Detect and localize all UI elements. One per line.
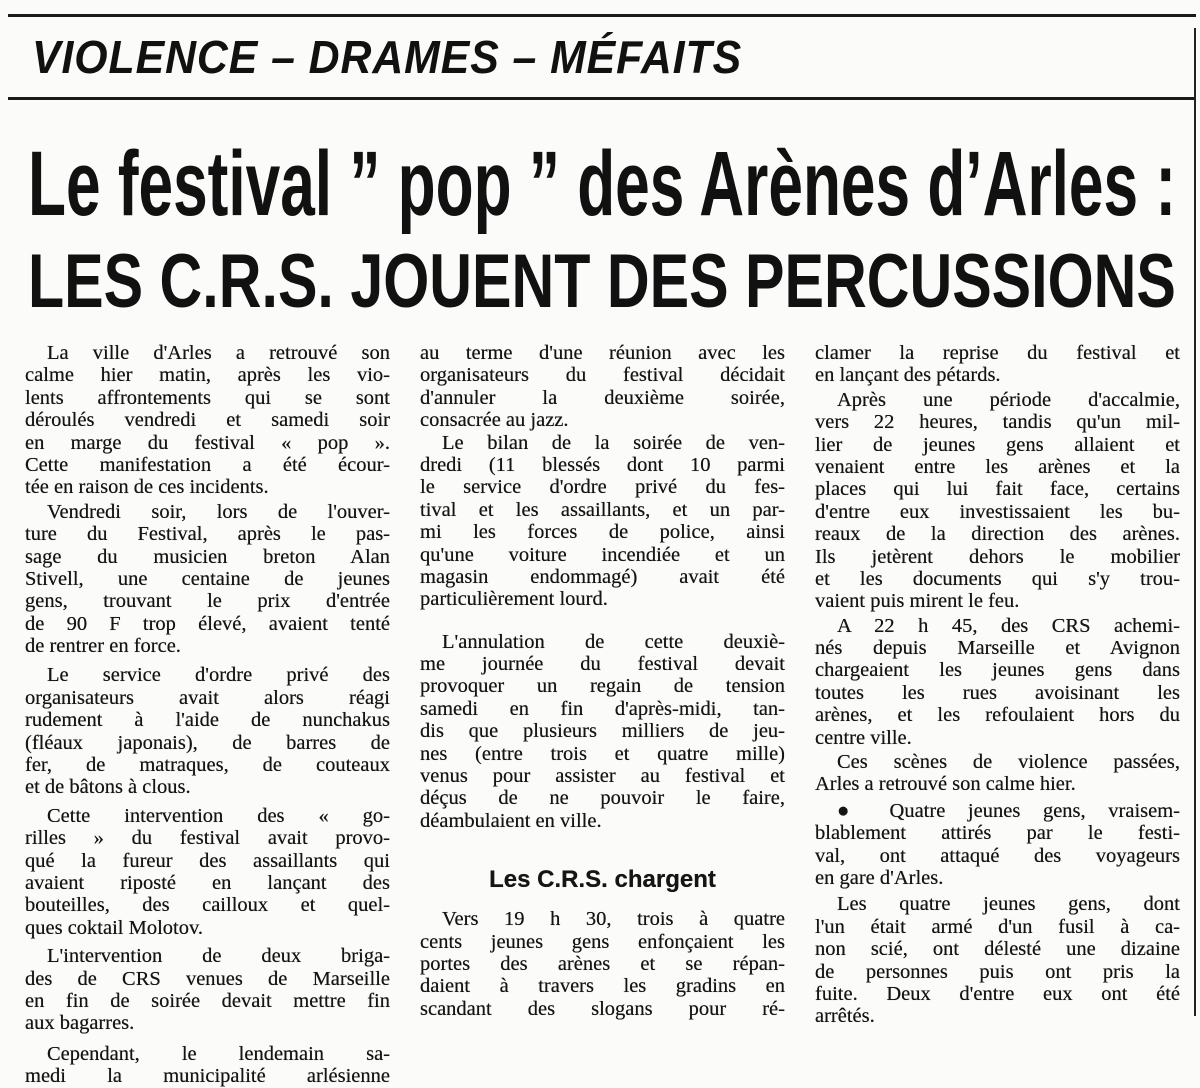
text-line: Stivell, une centaine de jeunes — [25, 567, 390, 590]
text-line: mi les forces de police, ainsi — [420, 521, 785, 544]
text-line: Vendredi soir, lors de l'ouver- — [47, 500, 390, 523]
text-line: en gare d'Arles. — [815, 866, 944, 889]
text-line: Les quatre jeunes gens, dont — [837, 893, 1180, 916]
text-line: qué la fureur des assaillants qui — [25, 849, 390, 872]
text-line: Arles a retrouvé son calme hier. — [815, 773, 1076, 796]
text-line: val, ont attaqué des voyageurs — [815, 844, 1180, 867]
text-line: nés depuis Marseille et Avignon — [815, 637, 1180, 660]
headline-title: Le festival ” pop ” des Arènes d’Arles : — [28, 133, 1177, 235]
text-line: tival et les assaillants, et un par- — [420, 498, 785, 521]
text-line: venaient entre les arènes et la — [815, 455, 1180, 478]
text-line: avaient riposté en lançant des — [25, 871, 390, 894]
text-line: déroulés vendredi et samedi soir — [25, 409, 390, 432]
text-line: vers 22 heures, tandis qu'un mil- — [815, 411, 1180, 434]
text-line: bouteilles, des cailloux et quel- — [25, 894, 390, 917]
paragraph — [815, 893, 1180, 1027]
text-line: calme hier matin, après les vio- — [25, 364, 390, 387]
text-line: de rentrer en force. — [25, 635, 181, 658]
paragraph — [25, 945, 390, 1035]
paragraph — [25, 342, 390, 499]
text-line: La ville d'Arles a retrouvé son — [47, 342, 390, 364]
text-line: portes des arènes et se répan- — [420, 952, 785, 975]
text-line: dredi (11 blessés dont 10 parmi — [420, 453, 785, 476]
text-line: scandant des slogans pour ré- — [420, 997, 785, 1020]
text-line: aux bagarres. — [25, 1012, 135, 1035]
text-line: reaux de la direction des arènes. — [815, 523, 1180, 546]
paragraph — [815, 389, 1180, 613]
text-line: d'annuler la deuxième soirée, — [420, 386, 785, 409]
paragraph — [815, 751, 1180, 796]
text-line: ques coktail Molotov. — [25, 916, 204, 939]
top-rule — [8, 14, 1196, 17]
text-line: A 22 h 45, des CRS achemi- — [837, 614, 1180, 637]
text-line: rilles » du festival avait provo- — [25, 827, 390, 850]
text-line: non scié, ont délesté une dizaine — [815, 938, 1180, 961]
paragraph — [420, 432, 785, 611]
text-line: vaient puis mirent le feu. — [815, 590, 1020, 613]
paragraph — [815, 342, 1180, 387]
text-line: samedi en fin d'après-midi, tan- — [420, 697, 785, 720]
text-line: au terme d'une réunion avec les — [420, 342, 785, 364]
paragraph — [815, 615, 1180, 749]
text-line: lents affrontements qui se sont — [25, 386, 390, 409]
text-line: arrêtés. — [815, 1005, 875, 1028]
text-line: et les documents qui s'y trou- — [815, 567, 1180, 590]
article-column-2 — [420, 342, 785, 1020]
text-line: lier de jeunes gens allaient et — [815, 433, 1180, 456]
text-line: Cette manifestation a été écour- — [25, 453, 390, 476]
text-line: de 90 F trop élevé, avaient tenté — [25, 612, 390, 635]
text-line: magasin endommagé) avait été — [420, 565, 785, 588]
paragraph — [420, 908, 785, 1020]
text-line: déambulaient en ville. — [420, 809, 602, 832]
text-line: blablement attirés par le festi- — [815, 822, 1180, 845]
text-line: qu'une voiture incendiée et un — [420, 543, 785, 566]
text-line: medi la municipalité arlésienne — [25, 1065, 390, 1088]
article-column-3 — [815, 342, 1180, 1028]
article-column-1 — [25, 342, 390, 1088]
text-line: particulièrement lourd. — [420, 588, 608, 611]
text-line: Cette intervention des « go- — [47, 804, 390, 827]
text-line: ● Quatre jeunes gens, vraisem- — [837, 799, 1180, 822]
text-line: Vers 19 h 30, trois à quatre — [442, 908, 785, 931]
text-line: et de bâtons à clous. — [25, 776, 191, 799]
paragraph — [25, 664, 390, 798]
text-line: d'entre eux investissaient les bu- — [815, 500, 1180, 523]
text-line: en marge du festival « pop ». — [25, 431, 390, 454]
text-line: organisateurs du festival décidait — [420, 364, 785, 387]
text-line: daient à travers les gradins en — [420, 975, 785, 998]
paragraph — [25, 1043, 390, 1088]
text-line: me journée du festival devait — [420, 653, 785, 676]
text-line: venus pour assister au festival et — [420, 765, 785, 788]
text-line: clamer la reprise du festival et — [815, 342, 1180, 364]
text-line: places qui lui fait face, certains — [815, 478, 1180, 501]
text-line: ture du Festival, après le pas- — [25, 523, 390, 546]
section-heading: VIOLENCE – DRAMES – MÉFAITS — [32, 31, 743, 83]
paragraph — [25, 805, 390, 939]
text-line: nes (entre trois et quatre mille) — [420, 742, 785, 765]
text-line: arènes, et les refoulaient hors du — [815, 704, 1180, 727]
text-line: dis que plusieurs milliers de jeu- — [420, 720, 785, 743]
text-line: gens, trouvant le prix d'entrée — [25, 590, 390, 613]
text-line: Après une période d'accalmie, — [837, 388, 1180, 411]
text-line: cents jeunes gens enfonçaient les — [420, 930, 785, 953]
text-line: L'annulation de cette deuxiè- — [442, 630, 785, 653]
subheading: Les C.R.S. chargent — [489, 866, 716, 894]
paragraph — [420, 631, 785, 833]
text-line: Le service d'ordre privé des — [47, 664, 390, 687]
text-line: Le bilan de la soirée de ven- — [442, 431, 785, 454]
text-line: Ces scènes de violence passées, — [837, 751, 1180, 774]
text-line: Ils jetèrent dehors le mobilier — [815, 545, 1180, 568]
paragraph — [815, 800, 1180, 890]
text-line: centre ville. — [815, 726, 912, 749]
text-line: sage du musicien breton Alan — [25, 545, 390, 568]
text-line: consacrée au jazz. — [420, 409, 569, 432]
text-line: toutes les rues avoisinant les — [815, 681, 1180, 704]
text-line: chargeaient les jeunes gens dans — [815, 659, 1180, 682]
text-line: organisateurs avait alors réagi — [25, 686, 390, 709]
text-line: rudement à l'aide de nunchakus — [25, 709, 390, 732]
text-line: provoquer un regain de tension — [420, 675, 785, 698]
paragraph — [25, 501, 390, 658]
paragraph — [420, 342, 785, 432]
text-line: l'un était armé d'un fusil à ca- — [815, 915, 1180, 938]
text-line: Cependant, le lendemain sa- — [47, 1042, 390, 1065]
text-line: tée en raison de ces incidents. — [25, 476, 269, 499]
text-line: (fléaux japonais), de barres de — [25, 731, 390, 754]
text-line: de personnes puis ont pris la — [815, 960, 1180, 983]
headline-subtitle: LES C.R.S. JOUENT DES PERCUSSIONS — [28, 239, 1176, 324]
text-line: le service d'ordre privé du fes- — [420, 476, 785, 499]
text-line: déçus de ne pouvoir le faire, — [420, 787, 785, 810]
column-border — [1194, 28, 1196, 1016]
text-line: des de CRS venues de Marseille — [25, 967, 390, 990]
section-rule — [8, 97, 1196, 100]
text-line: en lançant des pétards. — [815, 364, 1001, 387]
text-line: fer, de matraques, de couteaux — [25, 754, 390, 777]
text-line: en fin de soirée devait mettre fin — [25, 989, 390, 1012]
text-line: fuite. Deux d'entre eux ont été — [815, 982, 1180, 1005]
text-line: L'intervention de deux briga- — [47, 945, 390, 968]
